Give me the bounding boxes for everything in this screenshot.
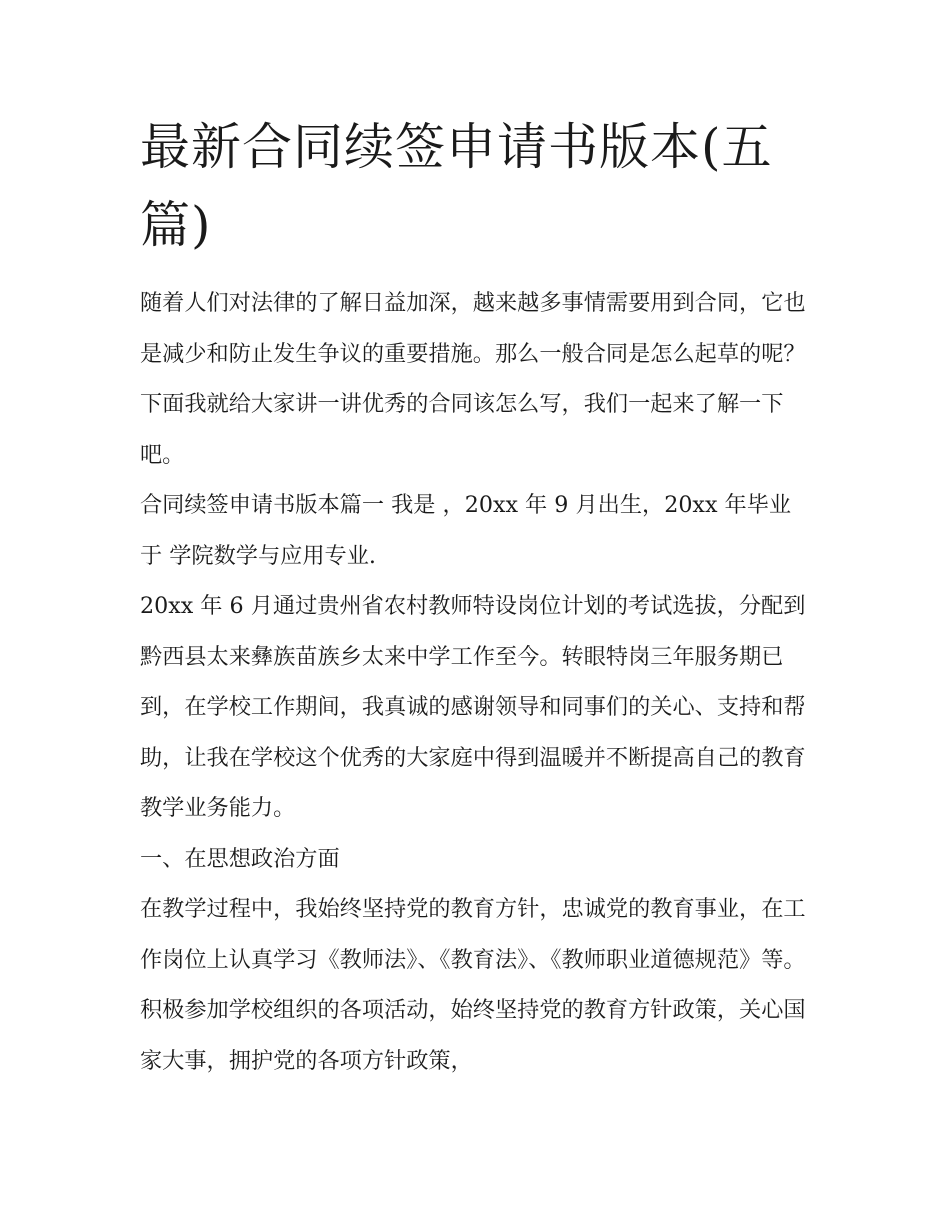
personal-info-paragraph: 合同续签申请书版本篇一 我是 ，20xx 年 9 月出生，20xx 年毕业于 学院数学与应用专业. bbox=[140, 492, 792, 569]
work-history-paragraph: 20xx 年 6 月通过贵州省农村教师特设岗位计划的考试选拔，分配到黔西县太来彝族苗族乡太来中学工作至今。转眼特岗三年服务期已到，在学校工作期间，我真诚的感谢领导和同事们的关心、支持和帮助，让我在学校这个优秀的大家庭中得到温暖并不断提高自己的教育教学业务能力。 bbox=[140, 593, 806, 821]
intro-paragraph: 随着人们对法律的了解日益加深，越来越多事情需要用到合同，它也是减少和防止发生争议的重要措施。那么一般合同是怎么起草的呢？下面我就给大家讲一讲优秀的合同该怎么写，我们一起来了解一下吧。 bbox=[140, 290, 806, 468]
document-body bbox=[140, 278, 812, 1086]
document-title: 最新合同续签申请书版本(五篇) bbox=[140, 118, 773, 254]
section-heading: 一、在思想政治方面 bbox=[140, 845, 340, 872]
political-section-paragraph: 在教学过程中，我始终坚持党的教育方针，忠诚党的教育事业，在工作岗位上认真学习《教师法》、《教育法》、《教师职业道德规范》等。积极参加学校组织的各项活动，始终坚持党的教育方针政策，关心国家大事，拥护党的各项方针政策， bbox=[140, 896, 806, 1074]
